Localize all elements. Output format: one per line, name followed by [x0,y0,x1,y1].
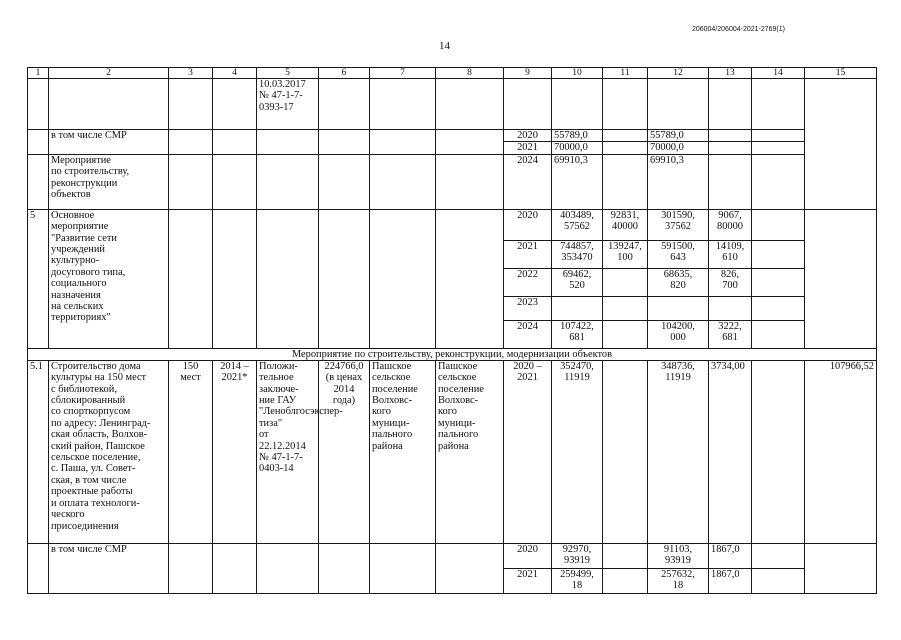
value-cell: 69910,3 [552,154,603,209]
value-cell: 104200, 000 [648,320,709,348]
table-cell [709,130,752,142]
value-cell: 352470, 11919 [552,360,603,543]
value-cell [603,268,648,296]
column-header: 14 [752,68,805,79]
table-cell [169,209,213,348]
table-cell [370,209,436,348]
table-cell [436,130,504,155]
budget-table [27,67,877,594]
table-cell [319,130,370,155]
table-row [28,360,877,543]
table-cell [709,79,752,130]
table-cell [436,154,504,209]
approval-cell: 10.03.2017 № 47-1-7- 0393-17 [257,79,319,130]
table-cell [370,543,436,593]
row-label: Строительство дома культуры на 150 мест с библиотекой, сблокированный со спорткорпусом по адресу: Ленинград- ская область, Волхов- ский район, Пашское сельское поселение, с. Паша, ул. Совет- ская, в том числе проектные работы и оплата технологи- ческого присоединения [49,360,169,543]
table-cell [169,543,213,593]
item-number: 5 [28,209,49,348]
table-cell [370,130,436,155]
table-cell [752,543,805,568]
value-cell: 107966,52 [805,360,877,543]
cost-cell: 224766,0 (в ценах 2014 года) [319,360,370,543]
value-cell: 826, 700 [709,268,752,296]
table-cell [28,79,49,130]
value-cell: 3222, 681 [709,320,752,348]
table-cell [169,130,213,155]
table-cell [504,79,552,130]
table-cell [28,543,49,593]
table-cell [752,154,805,209]
table-cell [752,79,805,130]
table-cell [603,360,648,543]
table-cell [169,154,213,209]
value-cell: 55789,0 [648,130,709,142]
column-header: 10 [552,68,603,79]
section-title: Мероприятие по строительству, реконструкции, модернизации объектов [28,348,877,360]
table-cell [752,296,805,320]
value-cell [709,296,752,320]
year-cell: 2024 [504,154,552,209]
table-cell [319,543,370,593]
column-header: 13 [709,68,752,79]
value-cell [603,296,648,320]
column-header: 11 [603,68,648,79]
column-header: 4 [213,68,257,79]
table-cell [213,130,257,155]
column-header: 1 [28,68,49,79]
row-label: Основное мероприятие "Развитие сети учреждений культурно- досугового типа, социального назначения на сельских территориях" [49,209,169,348]
value-cell: 70000,0 [552,142,603,154]
value-cell: 591500, 643 [648,240,709,268]
table-cell [319,154,370,209]
table-cell [752,360,805,543]
table-cell [805,543,877,593]
row-label: в том числе СМР [49,130,169,155]
table-cell [752,568,805,593]
approval-cell: Положи- тельное заключе- ние ГАУ "Леноблгосэкспер- тиза" от 22.12.2014 № 47-1-7- 0403-14 [257,360,319,543]
column-header: 6 [319,68,370,79]
value-cell: 68635, 820 [648,268,709,296]
table-row [28,130,877,142]
value-cell: 92970, 93919 [552,543,603,568]
table-cell [709,154,752,209]
table-cell [257,543,319,593]
table-cell [752,268,805,296]
item-number: 5.1 [28,360,49,543]
table-cell [436,209,504,348]
year-cell: 2023 [504,296,552,320]
table-cell [49,79,169,130]
value-cell [648,296,709,320]
table-cell [213,209,257,348]
table-cell [436,79,504,130]
value-cell: 1867,0 [709,543,752,568]
column-header: 9 [504,68,552,79]
row-label: в том числе СМР [49,543,169,593]
column-header: 12 [648,68,709,79]
column-header: 7 [370,68,436,79]
value-cell [552,296,603,320]
table-cell [169,79,213,130]
value-cell: 92831, 40000 [603,209,648,240]
table-cell [319,79,370,130]
customer-cell: Пашское сельское поселение Волховс- кого муници- пального района [370,360,436,543]
table-cell [436,543,504,593]
value-cell: 9067, 80000 [709,209,752,240]
table-cell [752,320,805,348]
table-cell [648,79,709,130]
year-cell: 2021 [504,240,552,268]
year-cell: 2020 – 2021 [504,360,552,543]
table-row [28,68,877,79]
table-cell [805,209,877,348]
table-cell [370,154,436,209]
value-cell: 348736, 11919 [648,360,709,543]
column-header: 15 [805,68,877,79]
table-cell [213,543,257,593]
value-cell: 259499, 18 [552,568,603,593]
document-id: 206004/206004-2021-2769(1) [691,26,785,33]
year-cell: 2021 [504,568,552,593]
value-cell: 3734,00 [709,360,752,543]
table-cell [603,568,648,593]
column-header: 8 [436,68,504,79]
table-cell [257,154,319,209]
table-cell [603,543,648,568]
year-cell: 2024 [504,320,552,348]
table-cell [552,79,603,130]
value-cell: 744857, 353470 [552,240,603,268]
value-cell: 14109, 610 [709,240,752,268]
table-row [28,154,877,209]
page-number: 14 [439,40,450,52]
value-cell: 69910,3 [648,154,709,209]
table-cell [257,209,319,348]
table-cell [752,130,805,142]
table-cell [603,130,648,142]
value-cell: 257632, 18 [648,568,709,593]
table-cell [370,79,436,130]
column-header: 3 [169,68,213,79]
column-header: 5 [257,68,319,79]
table-cell [805,79,877,210]
year-cell: 2021 [504,142,552,154]
value-cell: 91103, 93919 [648,543,709,568]
capacity-cell: 150 мест [169,360,213,543]
table-cell [319,209,370,348]
table-row [28,209,877,240]
period-cell: 2014 – 2021* [213,360,257,543]
table-cell [257,130,319,155]
year-cell: 2020 [504,209,552,240]
table-cell [752,209,805,240]
table-row [28,348,877,360]
value-cell: 1867,0 [709,568,752,593]
table-cell [709,142,752,154]
value-cell: 70000,0 [648,142,709,154]
year-cell: 2020 [504,543,552,568]
year-cell: 2020 [504,130,552,142]
customer-cell: Пашское сельское поселение Волховс- кого муници- пального района [436,360,504,543]
table-cell [213,79,257,130]
table-cell [752,240,805,268]
table-cell [213,154,257,209]
table-cell [752,142,805,154]
year-cell: 2022 [504,268,552,296]
value-cell: 139247, 100 [603,240,648,268]
value-cell: 403489, 57562 [552,209,603,240]
row-label: Мероприятие по строительству, реконструкции объектов [49,154,169,209]
table-cell [603,142,648,154]
table-cell [603,154,648,209]
value-cell: 107422, 681 [552,320,603,348]
table-row [28,543,877,568]
table-cell [28,130,49,155]
table-cell [603,79,648,130]
column-header: 2 [49,68,169,79]
table-cell [28,154,49,209]
value-cell [603,320,648,348]
value-cell: 301590, 37562 [648,209,709,240]
value-cell: 55789,0 [552,130,603,142]
table-row [28,79,877,130]
value-cell: 69462, 520 [552,268,603,296]
